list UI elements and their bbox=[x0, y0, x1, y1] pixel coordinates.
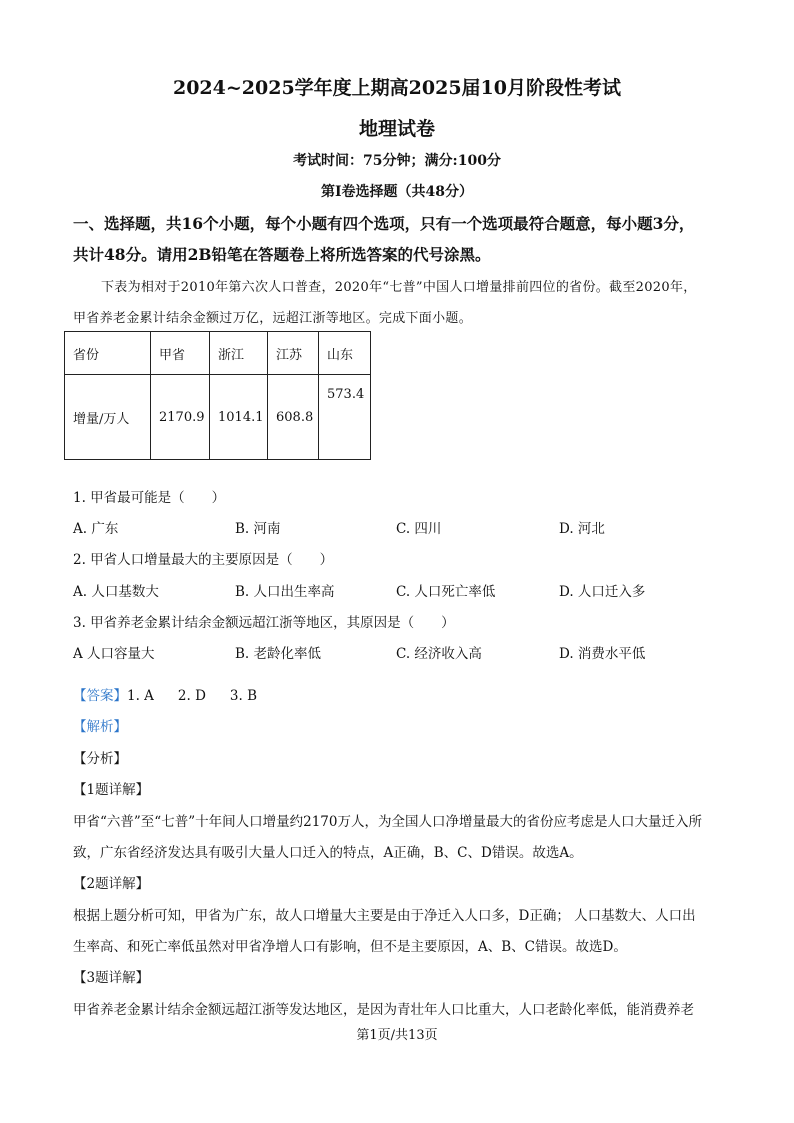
detail-2-line1: 根据上题分析可知，甲省为广东，故人口增量大主要是由于净迁入人口多，D正确； 人口基数大、人口出 bbox=[73, 908, 696, 924]
table-header-row bbox=[65, 332, 371, 375]
table-cell: 甲省 bbox=[151, 332, 210, 375]
question-2-stem: 2. 甲省人口增量最大的主要原因是（ ） bbox=[73, 552, 334, 568]
detail-1-label: 【1题详解】 bbox=[73, 782, 150, 798]
table-cell: 浙江 bbox=[210, 332, 268, 375]
question-2-option-c: C. 人口死亡率低 bbox=[396, 584, 496, 600]
detail-2-line2: 生率高、和死亡率低虽然对甲省净增人口有影响，但不是主要原因，A、B、C错误。故选D。 bbox=[73, 939, 627, 955]
section-instructions-line1: 一、选择题，共16个小题，每个小题有四个选项，只有一个选项最符合题意，每小题3分， bbox=[73, 214, 695, 233]
table-cell: 573.4 bbox=[319, 375, 371, 460]
intro-line1: 下表为相对于2010年第六次人口普查，2020年“七普”中国人口增量排前四位的省份。截至2020年， bbox=[101, 280, 697, 295]
table-cell: 1014.1 bbox=[210, 375, 268, 460]
table-cell: 省份 bbox=[65, 332, 151, 375]
question-1-option-b: B. 河南 bbox=[235, 521, 281, 537]
question-1-option-c: C. 四川 bbox=[396, 521, 442, 537]
question-2-option-d: D. 人口迁入多 bbox=[559, 584, 646, 600]
table-row bbox=[65, 375, 371, 460]
question-2-option-b: B. 人口出生率高 bbox=[235, 584, 335, 600]
analysis-fenxi: 【分析】 bbox=[73, 751, 127, 767]
question-1-option-a: A. 广东 bbox=[73, 521, 119, 537]
subject-title: 地理试卷 bbox=[358, 118, 435, 140]
detail-1-line2: 致，广东省经济发达具有吸引大量人口迁入的特点，A正确，B、C、D错误。故选A。 bbox=[73, 845, 583, 861]
question-3-option-b: B. 老龄化率低 bbox=[235, 646, 322, 662]
part-title: 第I卷选择题（共48分） bbox=[320, 184, 474, 200]
question-3-option-d: D. 消费水平低 bbox=[559, 646, 646, 662]
answer-1: 1. A bbox=[127, 688, 154, 704]
table-cell: 江苏 bbox=[268, 332, 319, 375]
answer-line bbox=[73, 684, 257, 704]
table-cell: 山东 bbox=[319, 332, 371, 375]
question-3-option-c: C. 经济收入高 bbox=[396, 646, 482, 662]
detail-3-label: 【3题详解】 bbox=[73, 970, 150, 986]
table-cell: 2170.9 bbox=[151, 375, 210, 460]
exam-title: 2024~2025学年度上期高2025届10月阶段性考试 bbox=[172, 77, 621, 99]
question-3-option-a: A 人口容量大 bbox=[73, 646, 155, 662]
intro-line2: 甲省养老金累计结余金额过万亿，远超江浙等地区。完成下面小题。 bbox=[73, 311, 473, 326]
question-1-option-d: D. 河北 bbox=[559, 521, 605, 537]
question-1-stem: 1. 甲省最可能是（ ） bbox=[73, 490, 226, 506]
detail-2-label: 【2题详解】 bbox=[73, 876, 150, 892]
answer-3: 3. B bbox=[229, 688, 258, 704]
answer-label: 【答案】 bbox=[73, 688, 127, 704]
answer-2: 2. D bbox=[177, 688, 206, 704]
section-instructions-line2: 共计48分。请用2B铅笔在答题卷上将所选答案的代号涂黑。 bbox=[73, 245, 491, 264]
exam-info: 考试时间：75分钟；满分:100分 bbox=[293, 153, 501, 169]
question-3-stem: 3. 甲省养老金累计结余金额远超江浙等地区，其原因是（ ） bbox=[73, 615, 455, 631]
page-number: 第1页/共13页 bbox=[356, 1028, 438, 1043]
table-cell: 608.8 bbox=[268, 375, 319, 460]
question-2-option-a: A. 人口基数大 bbox=[73, 584, 159, 600]
table-cell: 增量/万人 bbox=[65, 375, 151, 460]
detail-1-line1: 甲省“六普”至“七普”十年间人口增量约2170万人，为全国人口净增量最大的省份应考虑是人口大量迁入所 bbox=[73, 814, 702, 830]
detail-3-line1: 甲省养老金累计结余金额远超江浙等发达地区，是因为青壮年人口比重大，人口老龄化率低，能消费养老 bbox=[73, 1002, 694, 1018]
population-table bbox=[64, 331, 371, 460]
analysis-label: 【解析】 bbox=[73, 719, 127, 735]
